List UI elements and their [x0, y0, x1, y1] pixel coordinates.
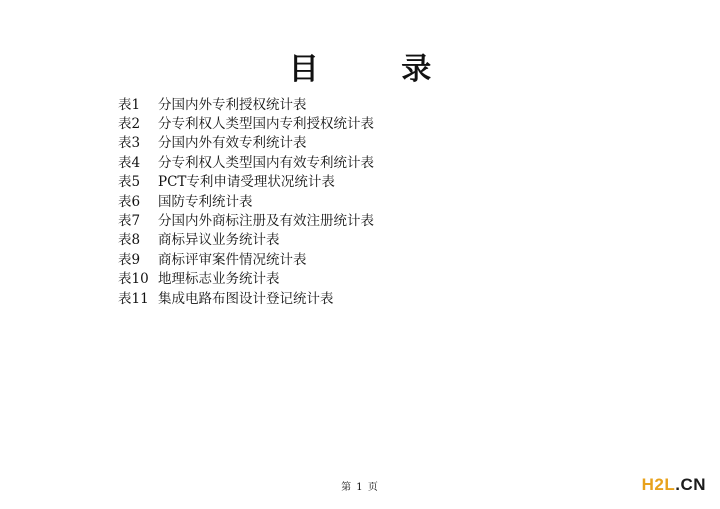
toc-item-title: 分国内外商标注册及有效注册统计表: [158, 213, 374, 230]
toc-item-title: 分专利权人类型国内有效专利统计表: [158, 154, 374, 171]
toc-item-number: 表10: [118, 271, 149, 288]
toc-item-2: [118, 112, 374, 131]
toc-item-6: [118, 190, 374, 209]
toc-item-number: 表11: [118, 290, 149, 307]
site-watermark-logo: [642, 475, 706, 495]
toc-item-number: 表4: [118, 154, 141, 171]
toc-item-title: 分国内外有效专利统计表: [158, 135, 307, 152]
toc-item-5: [118, 171, 374, 190]
toc-item-9: [118, 248, 374, 267]
toc-item-title: 商标评审案件情况统计表: [158, 251, 307, 268]
toc-item-number: 表1: [118, 96, 141, 113]
toc-item-3: [118, 132, 374, 151]
toc-item-number: 表8: [118, 232, 141, 249]
watermark-part-1: H2L: [641, 475, 676, 494]
toc-item-1: [118, 93, 374, 112]
toc-item-title: 分专利权人类型国内专利授权统计表: [158, 116, 374, 133]
page-number: 第 1 页: [341, 482, 379, 493]
toc-item-number: 表5: [118, 174, 141, 191]
toc-item-title: PCT专利申请受理状况统计表: [158, 174, 335, 191]
toc-item-number: 表2: [118, 116, 141, 133]
toc-item-title: 分国内外专利授权统计表: [158, 96, 307, 113]
toc-item-number: 表3: [118, 135, 141, 152]
toc-item-number: 表7: [118, 213, 141, 230]
toc-item-7: [118, 209, 374, 228]
toc-item-title: 商标异议业务统计表: [158, 232, 280, 249]
toc-item-title: 集成电路布图设计登记统计表: [158, 290, 334, 307]
toc-item-number: 表9: [118, 251, 141, 268]
toc-item-number: 表6: [118, 193, 141, 210]
toc-item-10: [118, 268, 374, 287]
table-of-contents: [118, 93, 374, 306]
page-title: 目 录: [288, 52, 468, 87]
watermark-part-2: .CN: [675, 475, 706, 494]
toc-item-11: [118, 287, 374, 306]
toc-item-8: [118, 229, 374, 248]
toc-item-4: [118, 151, 374, 170]
toc-item-title: 国防专利统计表: [158, 193, 253, 210]
toc-item-title: 地理标志业务统计表: [158, 271, 280, 288]
